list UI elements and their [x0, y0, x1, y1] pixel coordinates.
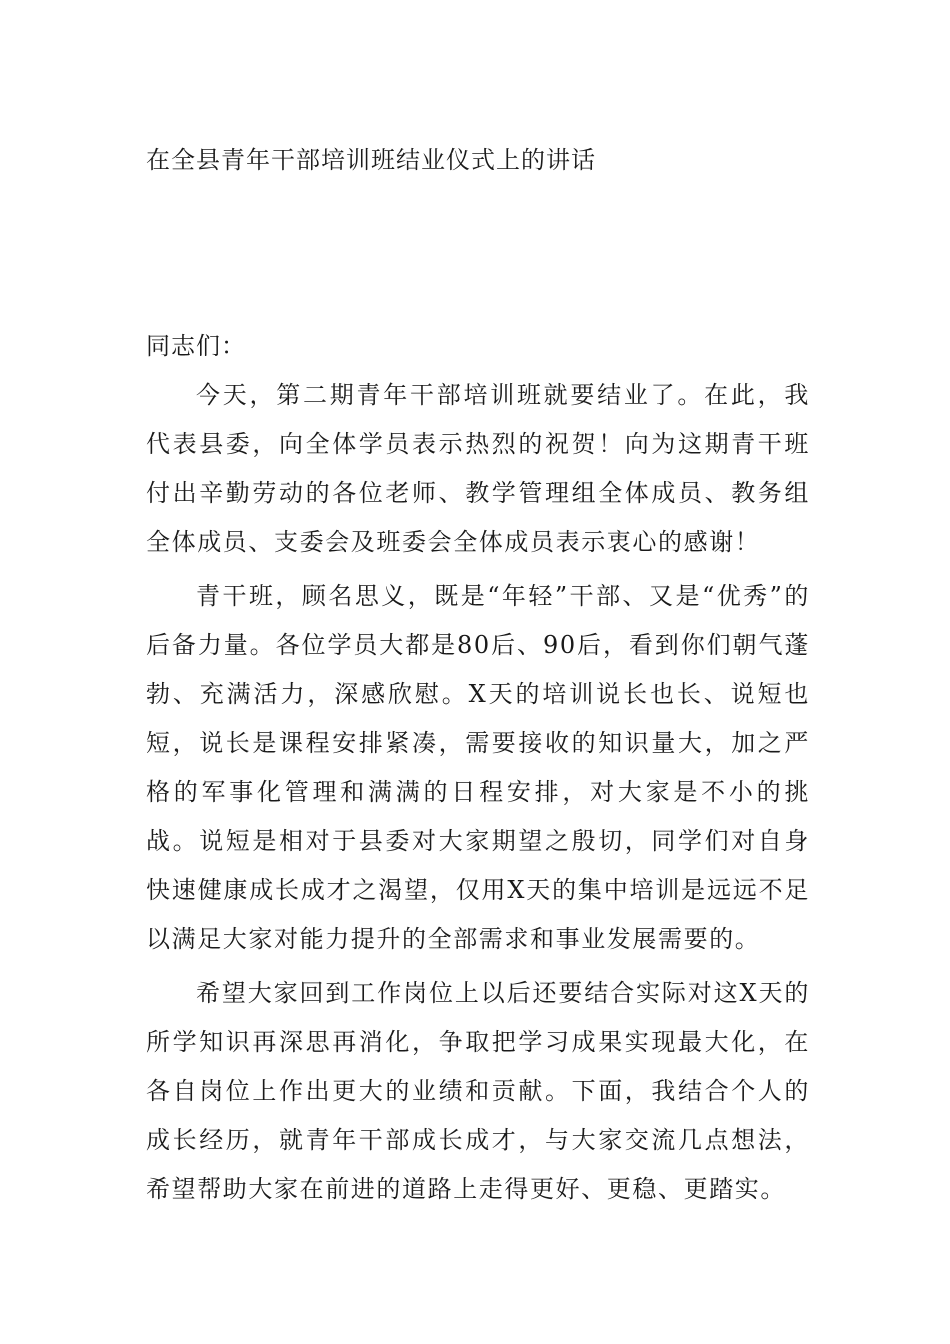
paragraph-2: 青干班，顾名思义，既是“年轻”干部、又是“优秀”的后备力量。各位学员大都是80后、90后，看到你们朝气蓬勃、充满活力，深感欣慰。X天的培训说长也长、说短也短，说长是课程安排紧凑，需要接收的知识量大，加之严格的军事化管理和满满的日程安排，对大家是不小的挑战。说短是相对于县委对大家期望之殷切，同学们对自身快速健康成长成才之渴望，仅用X天的集中培训是远远不足以满足大家对能力提升的全部需求和事业发展需要的。 — [146, 582, 810, 953]
salutation: 同志们： — [146, 332, 246, 360]
document-title: 在全县青年干部培训班结业仪式上的讲话 — [146, 146, 596, 174]
paragraph-1: 今天，第二期青年干部培训班就要结业了。在此，我代表县委，向全体学员表示热烈的祝贺！向为这期青干班付出辛勤劳动的各位老师、教学管理组全体成员、教务组全体成员、支委会及班委会全体成员表示衷心的感谢！ — [146, 381, 810, 556]
paragraph-3: 希望大家回到工作岗位上以后还要结合实际对这X天的所学知识再深思再消化，争取把学习成果实现最大化，在各自岗位上作出更大的业绩和贡献。下面，我结合个人的成长经历，就青年干部成长成才，与大家交流几点想法，希望帮助大家在前进的道路上走得更好、更稳、更踏实。 — [146, 979, 810, 1203]
document-body — [146, 322, 810, 1219]
